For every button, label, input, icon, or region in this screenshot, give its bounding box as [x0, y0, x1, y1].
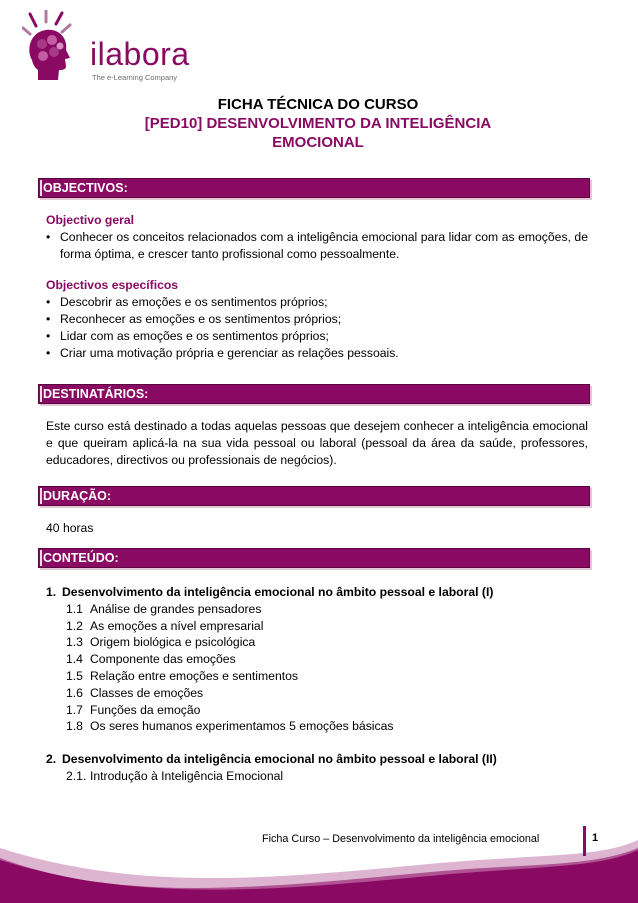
brand-tagline: The e-Learning Company — [92, 73, 178, 82]
module-2-title: 2. Desenvolvimento da inteligência emocional no âmbito pessoal e laboral (II) — [46, 752, 497, 767]
list-item: 1.6 Classes de emoções — [66, 685, 204, 700]
list-item: 1.7 Funções da emoção — [66, 702, 201, 717]
section-heading-objectivos: OBJECTIVOS: — [38, 178, 590, 198]
section-heading-conteudo: CONTEÚDO: — [38, 548, 590, 568]
list-item: • Conhecer os conceitos relacionados com a inteligência emocional para lidar com as emoções, de forma óptima, e crescer tanto profissional como pessoalmente. — [46, 229, 588, 263]
list-item: 2.1. Introdução à Inteligência Emocional — [66, 768, 284, 783]
objectivos-especificos-label: Objectivos específicos — [46, 278, 179, 293]
list-item: 1.4 Componente das emoções — [66, 652, 236, 667]
title-line-1: FICHA TÉCNICA DO CURSO — [217, 96, 419, 113]
module-1-topics — [46, 601, 588, 735]
brand-name: ilabora — [90, 36, 190, 72]
conteudo-content — [46, 584, 588, 785]
list-item: 1.2 As emoções a nível empresarial — [66, 618, 264, 633]
list-item: • Lidar com as emoções e os sentimentos próprios; — [46, 328, 588, 345]
footer-title: Ficha Curso – Desenvolvimento da inteligência emocional — [262, 833, 540, 845]
destinatarios-text: Este curso está destinado a todas aquelas pessoas que desejem conhecer a inteligência emocional e que queiram aplicá-la na sua vida pessoal ou laboral (pessoal da área da saúde, professores, educadores, directivos ou professionais de negócios). — [46, 419, 588, 467]
list-item: 1.1 Análise de grandes pensadores — [66, 601, 262, 616]
footer-swoosh — [0, 818, 638, 903]
module-2-topics — [46, 768, 588, 785]
section-heading-duracao: DURAÇÃO: — [38, 486, 590, 506]
list-item: • Descobrir as emoções e os sentimentos próprios; — [46, 294, 588, 311]
objectivos-content — [46, 212, 588, 361]
module-1-title: 1. Desenvolvimento da inteligência emocional no âmbito pessoal e laboral (I) — [46, 585, 494, 599]
list-item: • Reconhecer as emoções e os sentimentos próprios; — [46, 311, 588, 328]
list-item: 1.8 Os seres humanos experimentamos 5 emoções básicas — [66, 719, 394, 734]
brain-head-icon — [22, 10, 82, 88]
section-heading-destinatarios: DESTINATÁRIOS: — [38, 384, 590, 404]
objectivo-geral-list — [46, 229, 588, 263]
title-line-2: [PED10] DESENVOLVIMENTO DA INTELIGÊNCIA — [144, 115, 492, 132]
title-line-3: EMOCIONAL — [272, 134, 364, 151]
footer-divider — [583, 826, 586, 856]
brand-logo — [22, 10, 190, 88]
page-footer — [0, 818, 638, 903]
list-item: • Criar uma motivação própria e gerenciar as relações pessoais. — [46, 345, 588, 362]
objectivos-especificos-list — [46, 294, 588, 361]
list-item: 1.5 Relação entre emoções e sentimentos — [66, 668, 298, 683]
page-number: 1 — [592, 832, 599, 844]
objectivo-geral-label: Objectivo geral — [46, 213, 135, 227]
document-title — [40, 95, 596, 152]
list-item: 1.3 Origem biológica e psicológica — [66, 635, 256, 650]
duracao-text: 40 horas — [46, 521, 94, 535]
